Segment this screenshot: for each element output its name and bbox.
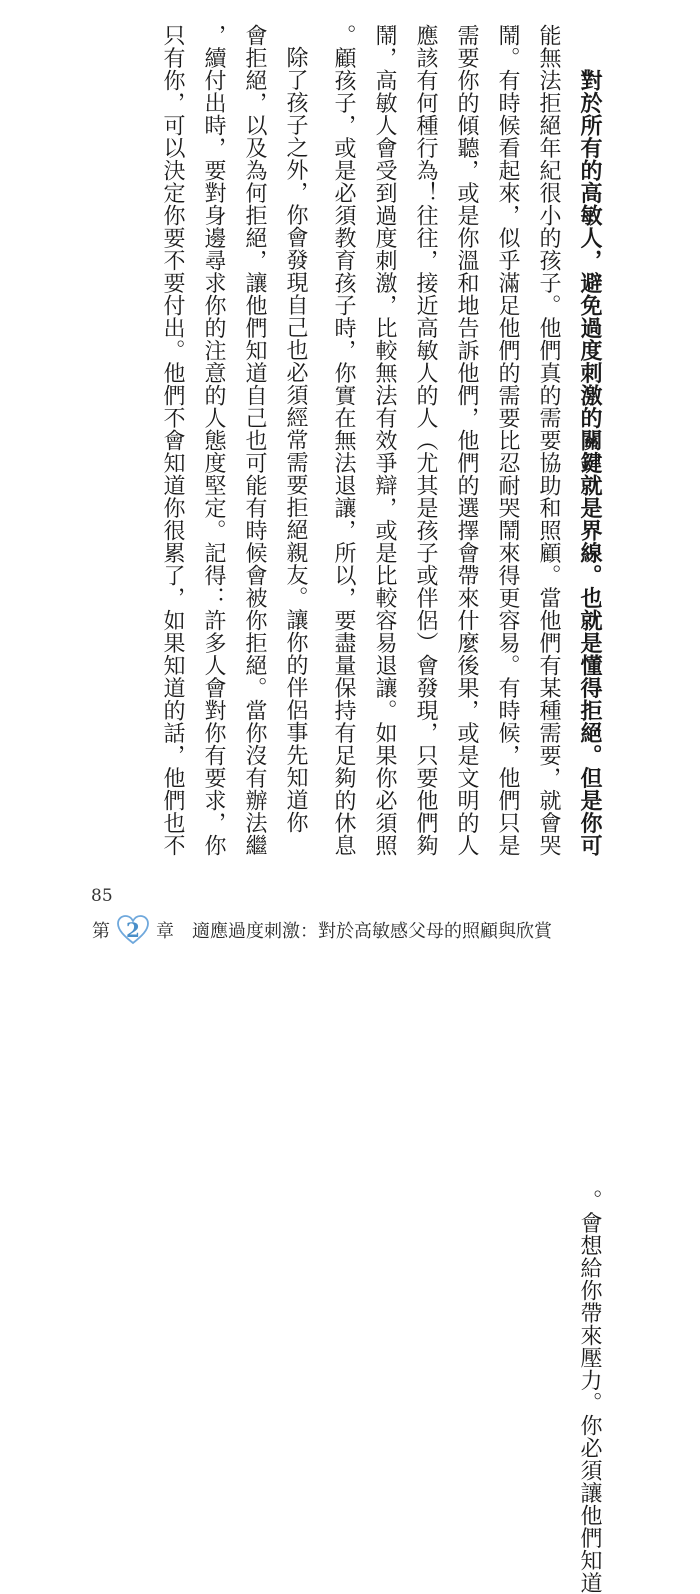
chapter-footer [92,913,552,947]
paragraph-gap [316,118,323,856]
chapter-prefix: 第 [92,921,110,942]
text-column-10: 續付出時，要對身邊尋求你的注意的人態度堅定。記得：許多人會對你有要求，你， [201,23,226,856]
text-column-12: 會想給你帶來壓力。你必須讓他們知道。 [577,1189,602,1594]
text-column-1: 對於所有的高敏人，避免過度刺激的關鍵就是界線。也就是懂得拒絕。但是你可 [577,68,603,856]
text-column-9: 會拒絕，以及為何拒絕，讓他們知道自己也可能有時候會被你拒絕。當你沒有辦法繼 [242,23,267,856]
text-column-5: 應該有何種行為！往往，接近高敏人的人（尤其是孩子或伴侶）會發現，只要他們夠 [413,23,438,856]
text-column-4: 需要你的傾聽，或是你溫和地告訴他們，他們的選擇會帶來什麼後果，或是文明的人 [454,23,479,856]
text-column-6: 鬧，高敏人會受到過度刺激，比較無法有效爭辯，或是比較容易退讓。如果你必須照 [372,23,397,856]
chapter-number: 2 [126,918,140,942]
chapter-suffix: 章 [156,921,174,942]
chapter-number-badge [116,914,150,946]
text-column-3: 鬧。有時候看起來，似乎滿足他們的需要比忍耐哭鬧來得更容易。有時候，他們只是 [495,23,520,856]
chapter-title: 適應過度刺激：對於高敏感父母的照顧與欣賞 [192,921,552,942]
page-number: 85 [91,886,113,906]
text-column-7: 顧孩子，或是必須教育孩子時，你實在無法退讓，所以，要盡量保持有足夠的休息。 [331,23,356,856]
text-column-8: 除了孩子之外，你會發現自己也必須經常需要拒絕親友。讓你的伴侶事先知道你 [283,46,308,856]
text-column-11: 只有你，可以決定你要不要付出。他們不會知道你很累了，如果知道的話，他們也不 [160,23,185,856]
text-column-2: 能無法拒絕年紀很小的孩子。他們真的需要協助和照顧。當他們有某種需要，就會哭 [536,23,561,856]
